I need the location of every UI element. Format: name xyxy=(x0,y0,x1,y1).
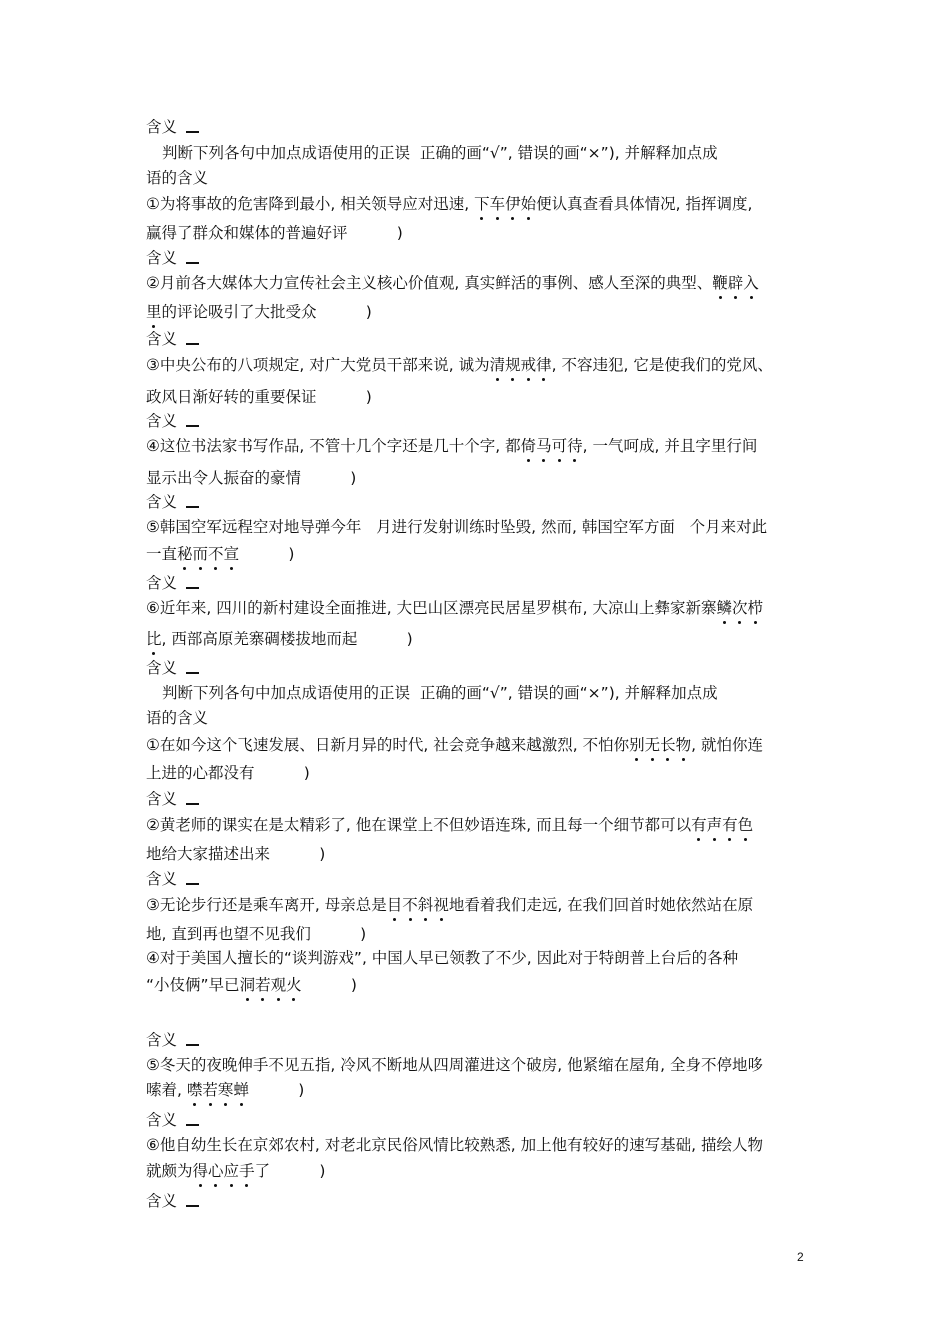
text-line xyxy=(146,435,810,457)
emphasis-char: 目 xyxy=(386,896,403,914)
emphasis-char: 辟 xyxy=(727,274,744,292)
emphasis-char: 应 xyxy=(223,1162,240,1180)
answer-line xyxy=(146,410,810,432)
emphasis-char: 心 xyxy=(208,1162,224,1180)
dotted-idiom xyxy=(490,356,552,374)
text-segment: 嗦着, xyxy=(146,1081,187,1099)
dotted-idiom xyxy=(146,630,162,648)
emphasis-char: 鳞 xyxy=(716,599,732,617)
text-segment: ②月前各大媒体大力宣传社会主义核心价值观, 真实鲜活的事例、感人至深的典型、 xyxy=(146,274,713,292)
text-segment: 政风日渐好转的重要保证 ) xyxy=(146,388,372,406)
answer-blank[interactable] xyxy=(186,249,199,264)
emphasis-char: 观 xyxy=(270,976,287,994)
emphasis-char: 视 xyxy=(433,896,449,914)
answer-line xyxy=(146,491,810,513)
emphasis-char: 火 xyxy=(286,976,302,994)
emphasis-char: 清 xyxy=(489,356,506,374)
text-segment: ⑤韩国空军远程空对地导弹今年 月进行发射训练时坠毁, 然而, 韩国空军方面 个月来对此 xyxy=(146,518,768,536)
emphasis-char: 马 xyxy=(536,437,552,455)
text-line xyxy=(146,167,810,189)
answer-label: 含义 xyxy=(146,574,178,592)
dotted-idiom xyxy=(193,1162,255,1180)
answer-blank[interactable] xyxy=(186,1111,199,1126)
emphasis-char: 规 xyxy=(505,356,521,374)
answer-line xyxy=(146,572,810,594)
answer-line xyxy=(146,1029,810,1051)
answer-blank[interactable] xyxy=(186,1192,199,1207)
text-segment: ③无论步行还是乘车离开, 母亲总是 xyxy=(146,896,387,914)
text-segment: ①在如今这个飞速发展、日新月异的时代, 社会竞争越来越激烈, 不怕你 xyxy=(146,736,630,754)
text-line xyxy=(146,222,810,244)
answer-label: 含义 xyxy=(146,659,178,677)
dotted-idiom xyxy=(716,599,763,617)
emphasis-char: 鞭 xyxy=(712,274,728,292)
text-segment: 一直 xyxy=(146,545,178,563)
emphasis-char: 下 xyxy=(474,195,490,213)
answer-label: 含义 xyxy=(146,790,178,808)
answer-label: 含义 xyxy=(146,1111,178,1129)
text-line xyxy=(146,707,810,729)
text-segment: ⑥近年来, 四川的新村建设全面推进, 大巴山区漂亮民居星罗棋布, 大凉山上彝家新寨 xyxy=(146,599,717,617)
text-segment: 了 ) xyxy=(254,1162,326,1180)
text-segment: ④对于美国人擅长的“谈判游戏”, 中国人早已领教了不少, 因此对于特朗普上台后的各种 xyxy=(146,949,739,967)
emphasis-char: 比 xyxy=(146,630,162,648)
emphasis-char: 车 xyxy=(489,195,506,213)
emphasis-char: 若 xyxy=(202,1081,218,1099)
dotted-idiom xyxy=(712,274,759,292)
text-segment: ④这位书法家书写作品, 不管十几个字还是几十个字, 都 xyxy=(146,437,521,455)
dotted-idiom xyxy=(240,976,302,994)
dotted-idiom xyxy=(629,736,691,754)
text-segment: ①为将事故的危害降到最小, 相关领导应对迅速, xyxy=(146,195,475,213)
emphasis-char: 宣 xyxy=(223,545,240,563)
dotted-idiom xyxy=(691,816,753,834)
answer-blank[interactable] xyxy=(186,1031,199,1046)
text-segment: ) xyxy=(248,1081,305,1099)
text-segment: 判断下列各句中加点成语使用的正误 正确的画“√”, 错误的画“×”), 并解释加点成 xyxy=(162,684,718,702)
text-line xyxy=(146,734,810,756)
emphasis-char: 若 xyxy=(255,976,271,994)
text-line xyxy=(146,516,810,538)
emphasis-char: 有 xyxy=(691,816,707,834)
answer-blank[interactable] xyxy=(186,118,199,133)
text-line xyxy=(146,974,810,996)
text-segment: ②黄老师的课实在是太精彩了, 他在课堂上不但妙语连珠, 而且每一个细节都可以 xyxy=(146,816,692,834)
text-line xyxy=(146,947,810,969)
text-line xyxy=(146,923,810,945)
emphasis-char: 寒 xyxy=(217,1081,234,1099)
emphasis-char: 长 xyxy=(660,736,676,754)
dotted-idiom xyxy=(177,545,239,563)
answer-line xyxy=(146,116,810,138)
text-segment: ⑥他自幼生长在京郊农村, 对老北京民俗风情比较熟悉, 加上他有较好的速写基础, 描绘人物 xyxy=(146,1136,763,1154)
answer-line xyxy=(146,868,810,890)
answer-line xyxy=(146,657,810,679)
text-segment: ③中央公布的八项规定, 对广大党员干部来说, 诚为 xyxy=(146,356,490,374)
text-line xyxy=(146,193,810,215)
text-line xyxy=(146,1134,810,1156)
text-line xyxy=(146,628,810,650)
text-line xyxy=(146,467,810,489)
text-line xyxy=(146,1054,810,1076)
text-line xyxy=(146,843,810,865)
emphasis-char: 别 xyxy=(629,736,645,754)
text-segment: 显示出令人振奋的豪情 ) xyxy=(146,469,357,487)
text-line xyxy=(162,142,826,164)
emphasis-char: 不 xyxy=(402,896,418,914)
emphasis-char: 色 xyxy=(737,816,754,834)
emphasis-char: 倚 xyxy=(520,437,537,455)
emphasis-char: 里 xyxy=(146,303,162,321)
emphasis-char: 得 xyxy=(192,1162,209,1180)
answer-line xyxy=(146,328,810,350)
emphasis-char: 律 xyxy=(536,356,552,374)
text-segment: 语的含义 xyxy=(146,709,209,727)
emphasis-char: 手 xyxy=(239,1162,255,1180)
emphasis-char: 秘 xyxy=(177,545,193,563)
answer-blank[interactable] xyxy=(186,493,199,508)
text-segment: 上进的心都没有 ) xyxy=(146,764,310,782)
text-line xyxy=(146,386,810,408)
answer-label: 含义 xyxy=(146,870,178,888)
text-segment: 赢得了群众和媒体的普遍好评 ) xyxy=(146,224,403,242)
dotted-idiom xyxy=(187,1081,249,1099)
text-segment: 的评论吸引了大批受众 ) xyxy=(161,303,372,321)
text-segment: ⑤冬天的夜晚伸手不见五指, 冷风不断地从四周灌进这个破房, 他紧缩在屋角, 全身不停地哆 xyxy=(146,1056,763,1074)
page-number: 2 xyxy=(797,1250,804,1264)
answer-blank[interactable] xyxy=(186,330,199,345)
text-segment: 判断下列各句中加点成语使用的正误 正确的画“√”, 错误的画“×”), 并解释加点成 xyxy=(162,144,718,162)
answer-line xyxy=(146,788,810,810)
answer-label: 含义 xyxy=(146,1192,178,1210)
text-line xyxy=(146,597,810,619)
text-segment: “小伎俩”早已 xyxy=(146,976,240,994)
emphasis-char: 入 xyxy=(743,274,759,292)
answer-line xyxy=(146,247,810,269)
text-line xyxy=(146,814,810,836)
answer-blank[interactable] xyxy=(186,659,199,674)
emphasis-char: 蝉 xyxy=(233,1081,249,1099)
text-segment: , 西部高原羌寨碉楼拔地而起 ) xyxy=(161,630,413,648)
dotted-idiom xyxy=(521,437,583,455)
dotted-idiom xyxy=(146,303,162,321)
answer-label: 含义 xyxy=(146,330,178,348)
answer-line xyxy=(146,1190,810,1212)
emphasis-char: 待 xyxy=(567,437,583,455)
text-segment: 地给大家描述出来 ) xyxy=(146,845,326,863)
text-segment: ) xyxy=(239,545,295,563)
answer-label: 含义 xyxy=(146,493,178,511)
text-segment: , 一气呵成, 并且字里行间 xyxy=(582,437,758,455)
answer-blank[interactable] xyxy=(186,870,199,885)
answer-label: 含义 xyxy=(146,1031,178,1049)
emphasis-char: 有 xyxy=(722,816,738,834)
emphasis-char: 次 xyxy=(731,599,748,617)
text-segment: , 就怕你连 xyxy=(691,736,764,754)
text-segment: ) xyxy=(301,976,357,994)
answer-blank[interactable] xyxy=(186,412,199,427)
answer-blank[interactable] xyxy=(186,790,199,805)
text-line xyxy=(146,354,810,376)
emphasis-char: 伊 xyxy=(505,195,521,213)
emphasis-char: 栉 xyxy=(747,599,764,617)
answer-label: 含义 xyxy=(146,249,178,267)
emphasis-char: 斜 xyxy=(417,896,434,914)
text-segment: 语的含义 xyxy=(146,169,209,187)
dotted-idiom xyxy=(474,195,536,213)
emphasis-char: 噤 xyxy=(186,1081,203,1099)
answer-label: 含义 xyxy=(146,118,178,136)
text-segment: 地, 直到再也望不见我们 ) xyxy=(146,925,367,943)
emphasis-char: 无 xyxy=(644,736,661,754)
text-line xyxy=(146,1079,810,1101)
emphasis-char: 可 xyxy=(551,437,568,455)
text-segment: , 不容违犯, 它是使我们的党风、 xyxy=(551,356,773,374)
emphasis-char: 始 xyxy=(520,195,537,213)
text-line xyxy=(146,301,810,323)
dotted-idiom xyxy=(387,896,449,914)
emphasis-char: 戒 xyxy=(520,356,537,374)
text-line xyxy=(146,272,810,294)
emphasis-char: 不 xyxy=(208,545,224,563)
text-segment: 地看着我们走远, 在我们回首时她依然站在原 xyxy=(448,896,754,914)
answer-blank[interactable] xyxy=(186,574,199,589)
text-segment: 便认真查看具体情况, 指挥调度, xyxy=(536,195,753,213)
text-segment: 就颇为 xyxy=(146,1162,193,1180)
emphasis-char: 声 xyxy=(706,816,723,834)
emphasis-char: 洞 xyxy=(239,976,256,994)
text-line xyxy=(146,762,810,784)
emphasis-char: 而 xyxy=(192,545,209,563)
text-line xyxy=(162,682,826,704)
answer-line xyxy=(146,1109,810,1131)
answer-label: 含义 xyxy=(146,412,178,430)
text-line xyxy=(146,543,810,565)
emphasis-char: 物 xyxy=(675,736,692,754)
text-line xyxy=(146,894,810,916)
text-line xyxy=(146,1160,810,1182)
